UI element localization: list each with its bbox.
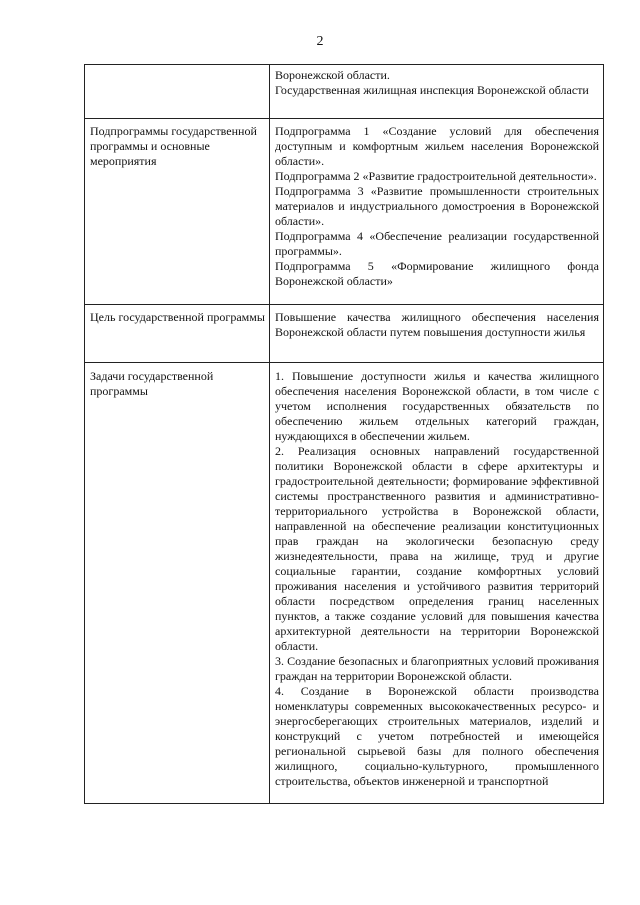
content-paragraph: Подпрограмма 4 «Обеспечение реализации государственной программы». — [275, 229, 599, 258]
content-paragraph: Подпрограмма 2 «Развитие градостроительной деятельности». — [275, 169, 597, 183]
table-row-goal — [85, 305, 604, 363]
row-content — [270, 305, 604, 363]
row-content — [270, 119, 604, 305]
row-label-text: Задачи государственной программы — [90, 369, 214, 398]
content-paragraph: Подпрограмма 3 «Развитие промышленности строительных материалов и индустриального домостроения в Воронежской области». — [275, 184, 599, 228]
row-content — [270, 363, 604, 804]
page-number: 2 — [316, 34, 324, 49]
row-label-text: Подпрограммы государственной программы и основные мероприятия — [90, 124, 257, 168]
content-paragraph: Подпрограмма 1 «Создание условий для обеспечения доступным и комфортным жильем населения Воронежской области». — [275, 124, 599, 168]
row-label — [85, 305, 270, 363]
content-paragraph: 3. Создание безопасных и благоприятных условий проживания граждан на территории Воронежской области. — [275, 654, 599, 683]
table-row-subprograms — [85, 119, 604, 305]
content-paragraph: Воронежской области. — [275, 68, 390, 82]
content-paragraph: Повышение качества жилищного обеспечения населения Воронежской области путем повышения доступности жилья — [275, 310, 599, 339]
table-row-tasks — [85, 363, 604, 804]
row-label — [85, 65, 270, 119]
table-row-executors — [85, 65, 604, 119]
program-passport-table — [84, 64, 604, 804]
content-paragraph: 4. Создание в Воронежской области производства номенклатуры современных высококачественных ресурсо- и энергосберегающих строительных материалов, изделий и конструкций с учетом потребностей и имеющейся региональной сырьевой базы для полного обеспечения жилищного, социально-культурного, промышленного строительства, объектов инженерной и транспортной — [275, 684, 599, 788]
row-label-text: Цель государственной программы — [90, 310, 265, 324]
content-paragraph: Государственная жилищная инспекция Воронежской области — [275, 83, 589, 97]
content-paragraph: Подпрограмма 5 «Формирование жилищного фонда Воронежской области» — [275, 259, 599, 288]
row-content — [270, 65, 604, 119]
row-label — [85, 363, 270, 804]
row-label — [85, 119, 270, 305]
content-paragraph: 1. Повышение доступности жилья и качества жилищного обеспечения населения Воронежской области, в том числе с учетом исполнения государственных обязательств по обеспечению жильем отдельных категорий граждан, нуждающихся в обеспечении жильем. — [275, 369, 599, 443]
content-paragraph: 2. Реализация основных направлений государственной политики Воронежской области в сфере архитектуры и градостроительной деятельности; формирование эффективной системы пространственного развития и административно-территориального устройства в Воронежской области, направленной на обеспечение реализации конституционных прав граждан на экологически безопасную среду жизнедеятельности, права на жилище, труд и другие социальные гарантии, создание комфортных условий проживания населения и устойчивого развития территорий области посредством определения границ населенных пунктов, а также создание условий для повышения качества архитектурной деятельности на территории Воронежской области. — [275, 444, 599, 653]
